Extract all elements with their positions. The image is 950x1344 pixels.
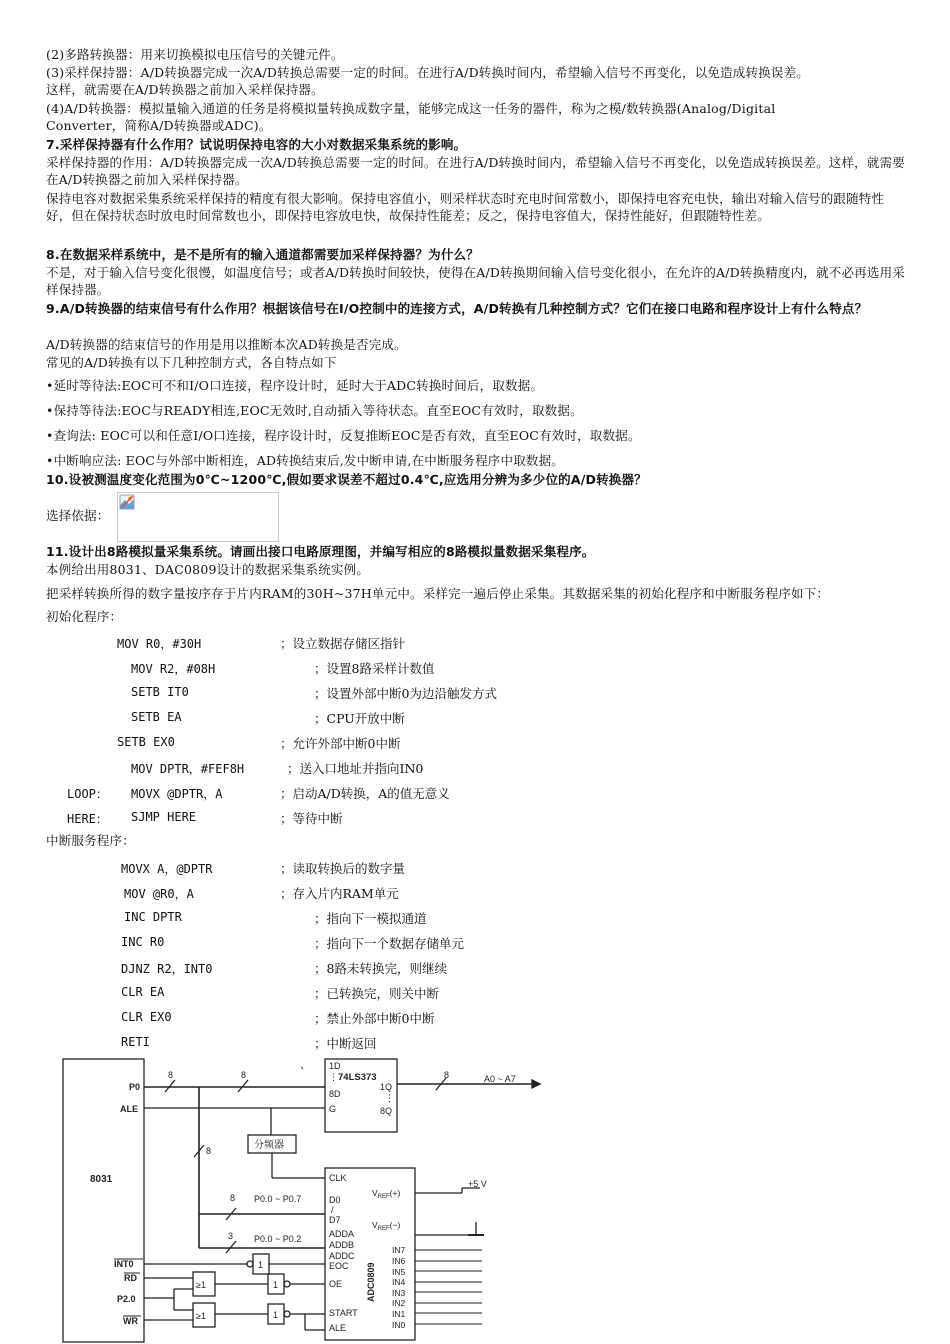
asm-comment: ；等待中断: [280, 811, 343, 826]
cpu-pin-p0: P0: [129, 1082, 141, 1092]
asm-instruction: MOV @R0，A: [124, 887, 194, 901]
vref-plus-label: $V_{REF}(+)$: [372, 1188, 401, 1200]
adc-input: IN5: [392, 1267, 406, 1277]
bullet-item: •查询法: EOC可以和任意I/O口连接，程序设计时，反复推断EOC是否有效，直至EOC有效时，取数据。: [46, 428, 641, 443]
asm-instruction: SJMP HERE: [131, 810, 197, 824]
vref-minus-label: $V_{REF}(-)$: [372, 1220, 401, 1232]
latch-dots: ⋮: [329, 1072, 338, 1082]
adc-pin: ADDC: [329, 1251, 355, 1261]
adc-pin: ALE: [329, 1323, 347, 1333]
latch-dots: ⋮: [385, 1093, 394, 1103]
question-9-title: 9.A/D转换器的结束信号有什么作用？根据该信号在I/O控制中的连接方式，A/D转换有几种控制方式？它们在接口电路和程序设计上有什么特点？: [46, 301, 868, 316]
latch-pin: G: [329, 1104, 337, 1114]
cpu-pin-rd: RD: [124, 1273, 137, 1283]
stray-mark: 、: [300, 1059, 311, 1071]
adc-pin: D0: [329, 1195, 341, 1205]
asm-instruction: INC DPTR: [124, 910, 182, 924]
asm-label: HERE：: [67, 812, 108, 826]
question-8-answer: 不是，对于输入信号变化很慢，如温度信号；或者A/D转换时间较快，使得在A/D转换期间输入信号变化很小，在允许的A/D转换精度内，就不必再选用采样保持器。: [46, 265, 905, 297]
arrow-head: [532, 1080, 540, 1088]
asm-instruction: SETB IT0: [131, 685, 189, 699]
adc-input: IN6: [392, 1256, 406, 1266]
adc-pin: OE: [329, 1279, 343, 1289]
cpu-label: 8031: [90, 1174, 113, 1185]
adc-input: IN3: [392, 1288, 406, 1298]
bus-count: 8: [206, 1146, 212, 1156]
selection-basis-label: 选择依据：: [46, 508, 110, 523]
question-7-title: 7.采样保持器有什么作用？试说明保持电容的大小对数据采集系统的影响。: [46, 137, 467, 152]
asm-instruction: CLR EA: [121, 985, 165, 999]
question-7-answer-1: 采样保持器的作用：A/D转换器完成一次A/D转换总需要一定的时间。在进行A/D转换时间内，希望输入信号不再变化，以免造成转换误差。这样，就需要在A/D转换器之前加入采样保持器。: [46, 155, 905, 187]
asm-comment: ；允许外部中断0中断: [280, 736, 401, 751]
text-line: (4)A/D转换器：模拟量输入通道的任务是将模拟量转换成数字量，能够完成这一任务的器件，称为之模/数转换器(Analog/Digital: [46, 101, 776, 116]
divider-label: 分频器: [254, 1140, 284, 1151]
question-10-title: 10.设被测温度变化范围为0℃~1200℃,假如要求误差不超过0.4℃,应选用分辨为多少位的A/D转换器？: [46, 472, 647, 487]
inverter-bubble: [284, 1311, 290, 1317]
question-7-answer-2: 保持电容对数据采集系统采样保持的精度有很大影响。保持电容值小，则采样状态时充电时间常数小，即保持电容充电快，输出对输入信号的跟随特性好，但在保持状态时放电时间常数也小，即保持电容放电快，故保持性能差；反之，保持电容值大，保持性能好，但跟随特性差。: [46, 191, 885, 223]
bullet-item: •中断响应法: EOC与外部中断相连，AD转换结束后,发中断申请,在中断服务程序中取数据。: [46, 453, 564, 468]
question-8-title: 8.在数据采样系统中，是不是所有的输入通道都需要加采样保持器？为什么？: [46, 247, 479, 262]
inverter-bubble: [247, 1261, 253, 1267]
gate-label: 1: [273, 1280, 279, 1290]
asm-instruction: MOVX A，@DPTR: [121, 862, 213, 876]
cpu-pin-ale: ALE: [120, 1104, 138, 1114]
cpu-pin-wr: WR: [123, 1316, 138, 1326]
adc-pin: ADDB: [329, 1240, 355, 1250]
asm-label: LOOP：: [67, 787, 108, 801]
broken-image-icon: [119, 494, 135, 510]
gate-label: ≥1: [196, 1280, 206, 1290]
latch-label: 74LS373: [338, 1072, 377, 1083]
adc-pin: ADDA: [329, 1229, 355, 1239]
asm-instruction: MOV DPTR，#FEF8H: [131, 762, 245, 776]
cpu-pin-p2-0: P2.0: [117, 1294, 136, 1304]
bus-count: 3: [228, 1231, 234, 1241]
adc-pin: /: [331, 1205, 334, 1215]
init-program-label: 初始化程序：: [46, 609, 123, 624]
adc-pin: EOC: [329, 1261, 349, 1271]
broken-image-placeholder: [117, 492, 279, 542]
supply-label: +5 V: [468, 1179, 487, 1189]
asm-instruction: MOV R2，#08H: [131, 662, 216, 676]
asm-comment: ；CPU开放中断: [314, 711, 405, 726]
text-line: (3)采样保持器：A/D转换器完成一次A/D转换总需要一定的时间。在进行A/D转换时间内，希望输入信号不再变化，以免造成转换误差。: [46, 65, 809, 80]
bus-slash: [165, 1080, 175, 1092]
isr-program-label: 中断服务程序：: [46, 833, 135, 848]
latch-pin: 8D: [329, 1089, 341, 1099]
adc-label: ADC0809: [366, 1262, 376, 1302]
latch-pin: 8Q: [380, 1106, 393, 1116]
asm-instruction: SETB EX0: [117, 735, 175, 749]
text-line: 这样，就需要在A/D转换器之前加入采样保持器。: [46, 82, 324, 97]
inverter-bubble: [284, 1281, 290, 1287]
adc-input: IN1: [392, 1309, 406, 1319]
text-line: Converter，简称A/D转换器或ADC)。: [46, 118, 272, 133]
asm-comment: ；送入口地址并指向IN0: [287, 761, 424, 776]
asm-instruction: SETB EA: [131, 710, 182, 724]
analog-input-lines: [415, 1250, 482, 1324]
bullet-item: •延时等待法:EOC可不和I/O口连接，程序设计时，延时大于ADC转换时间后，取数据。: [46, 378, 544, 393]
bus-count: 8: [168, 1070, 174, 1080]
bus-count: 8: [241, 1070, 247, 1080]
adc-input: IN0: [392, 1320, 406, 1330]
bus-label: P0.0 ~ P0.7: [254, 1194, 302, 1204]
cpu-pin-int0: INT0: [114, 1259, 134, 1269]
asm-instruction: MOVX @DPTR，A: [131, 787, 223, 801]
asm-comment: ；启动A/D转换，A的值无意义: [280, 786, 450, 801]
address-label: A0 ~ A7: [484, 1074, 516, 1084]
asm-comment: ；已转换完，则关中断: [314, 986, 440, 1001]
asm-comment: ；指向下一模拟通道: [314, 911, 427, 926]
interface-circuit-diagram: [0, 1050, 950, 1344]
question-9-answer-1: A/D转换器的结束信号的作用是用以推断本次AD转换是否完成。: [46, 337, 407, 352]
asm-comment: ；设置8路采样计数值: [314, 661, 435, 676]
asm-comment: ；指向下一个数据存储单元: [314, 936, 465, 951]
asm-instruction: MOV R0，#30H: [117, 637, 202, 651]
asm-instruction: CLR EX0: [121, 1010, 172, 1024]
asm-comment: ；8路未转换完，则继续: [314, 961, 447, 976]
question-11-title: 11.设计出8路模拟量采集系统。请画出接口电路原理图，并编写相应的8路模拟量数据采集程序。: [46, 544, 595, 559]
latch-pin: 1D: [329, 1061, 341, 1071]
bus-slash: [238, 1080, 248, 1092]
question-9-answer-2: 常见的A/D转换有以下几种控制方式，各自特点如下: [46, 355, 337, 370]
text-line: (2)多路转换器：用来切换模拟电压信号的关键元件。: [46, 47, 344, 62]
bus-slash: [226, 1241, 236, 1253]
asm-comment: ；设置外部中断0为边沿触发方式: [314, 686, 497, 701]
asm-comment: ；读取转换后的数字量: [280, 861, 406, 876]
asm-instruction: RETI: [121, 1035, 150, 1049]
gate-label: 1: [273, 1310, 279, 1320]
adc-pin: START: [329, 1308, 358, 1318]
gate-label: 1: [258, 1260, 264, 1270]
question-11-answer-1: 本例给出用8031、DAC0809设计的数据采集系统实例。: [46, 562, 370, 577]
adc-pin: D7: [329, 1215, 341, 1225]
asm-comment: ；中断返回: [314, 1036, 377, 1051]
bus-label: P0.0 ~ P0.2: [254, 1234, 302, 1244]
adc-pin: CLK: [329, 1173, 347, 1183]
asm-comment: ；存入片内RAM单元: [280, 886, 399, 901]
asm-comment: ；禁止外部中断0中断: [314, 1011, 435, 1026]
adc-input: IN7: [392, 1245, 406, 1255]
asm-comment: ；设立数据存储区指针: [280, 636, 406, 651]
bus-count: 8: [230, 1193, 236, 1203]
latch-pin: 1Q: [380, 1082, 393, 1092]
gate-label: ≥1: [196, 1311, 206, 1321]
asm-instruction: DJNZ R2，INT0: [121, 962, 213, 976]
asm-instruction: INC R0: [121, 935, 165, 949]
adc-input: IN4: [392, 1277, 406, 1287]
question-11-answer-2: 把采样转换所得的数字量按序存于片内RAM的30H~37H单元中。采样完一遍后停止采集。其数据采集的初始化程序和中断服务程序如下：: [46, 586, 830, 601]
bullet-item: •保持等待法:EOC与READY相连,EOC无效时,自动插入等待状态。直至EOC有效时，取数据。: [46, 403, 583, 418]
bus-count: 8: [444, 1070, 450, 1080]
adc-input: IN2: [392, 1298, 406, 1308]
